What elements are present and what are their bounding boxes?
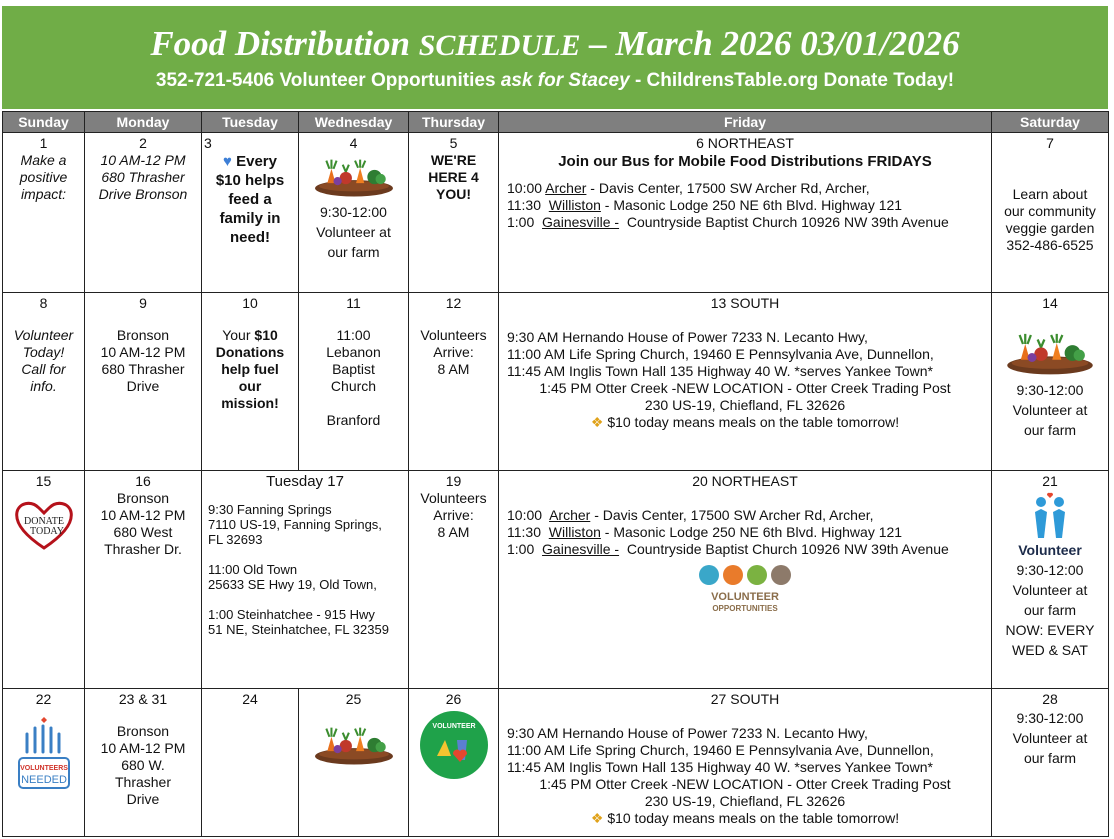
place-link[interactable]: Williston [548, 524, 601, 540]
stop-line: 11:00 Old Town [208, 562, 298, 577]
day-number: 4 [349, 135, 358, 151]
cell-text: 10 AM-12 PM [100, 740, 186, 756]
week-row-1 [3, 133, 1109, 293]
header-monday: Monday [85, 112, 202, 133]
title-schedule: SCHEDULE [418, 29, 581, 62]
day-cell-12 [409, 293, 499, 471]
day-cell-9 [85, 293, 202, 471]
day-cell-22 [3, 689, 85, 837]
cell-text: Drive Bronson [98, 186, 188, 202]
day-cell-26 [409, 689, 499, 837]
cell-text: 10 AM-12 PM [100, 152, 186, 168]
tagline: $10 today means meals on the table tomorrow! [607, 810, 900, 826]
cell-text: 680 West [113, 524, 173, 540]
stop-line: 10:00 Archer - Davis Center, 17500 SW Archer Rd, Archer, [507, 180, 870, 196]
stop-line: 9:30 AM Hernando House of Power 7233 N. Lecanto Hwy, [507, 725, 868, 741]
hands-icon: ❖ [590, 810, 604, 826]
cell-text: $10 helps [215, 172, 285, 189]
cell-text: Volunteers [420, 490, 487, 506]
stop-line: 25633 SE Hwy 19, Old Town, [208, 577, 377, 592]
volunteer-people-icon [1011, 492, 1089, 540]
day-cell-24 [202, 689, 299, 837]
cell-text: info. [30, 378, 57, 394]
logo-text: TODAY [29, 526, 64, 537]
day-cell-25 [299, 689, 409, 837]
cell-text: Volunteer at [1012, 730, 1088, 746]
day-number: 3 [204, 135, 212, 151]
cell-text: 8 AM [437, 361, 470, 377]
week-row-2 [3, 293, 1109, 471]
header-saturday: Saturday [992, 112, 1109, 133]
logo-text: OPPORTUNITIES [712, 604, 778, 613]
cell-text: Arrive: [433, 344, 474, 360]
cell-text: HERE 4 [428, 169, 479, 185]
day-cell-13 [499, 293, 992, 471]
stop-line: 1:00 Gainesville - Countryside Baptist Church 10926 NW 39th Avenue [507, 214, 949, 230]
cell-text: Learn about [1012, 186, 1088, 202]
week-row-3 [3, 471, 1109, 689]
day-number: 13 SOUTH [710, 295, 780, 311]
stop-line: 11:30 Williston - Masonic Lodge 250 NE 6th Blvd. Highway 121 [507, 197, 903, 213]
cell-text: Volunteer at [1012, 582, 1088, 598]
stop-line: 7110 US-19, Fanning Springs, [208, 517, 382, 532]
day-number: 22 [35, 691, 52, 707]
bus-announcement: Join our Bus for Mobile Food Distributions FRIDAYS [558, 153, 932, 170]
cell-text: Volunteers [420, 327, 487, 343]
cell-text: positive [19, 169, 68, 185]
day-number: 1 [39, 135, 48, 151]
header-thursday: Thursday [409, 112, 499, 133]
title-food-distribution: Food Distribution [150, 24, 410, 63]
day-number: 16 [135, 473, 151, 489]
logo-text: Volunteer [1018, 542, 1082, 558]
cell-text: Volunteer [13, 327, 74, 343]
stop-line: 51 NE, Steinhatchee, FL 32359 [208, 622, 389, 637]
day-number: 8 [39, 295, 48, 311]
cell-text: feed a [228, 191, 272, 208]
day-cell-6 [499, 133, 992, 293]
logo-text: NEEDED [20, 774, 67, 786]
stop-line: 11:45 AM Inglis Town Hall 135 Highway 40 W. *serves Yankee Town* [507, 363, 933, 379]
day-cell-10: 10 Your $10 Donations help fuel our mission! [202, 293, 299, 471]
day-number: 10 [242, 295, 258, 311]
day-cell-20 [499, 471, 992, 689]
blue-heart-icon: ♥ [223, 153, 232, 170]
day-number: 28 [1042, 691, 1058, 707]
cell-text: Baptist [332, 361, 375, 377]
header-sunday: Sunday [3, 112, 85, 133]
place-link[interactable]: Archer [549, 507, 591, 523]
cell-text: our community [1004, 203, 1096, 219]
cell-text: 680 Thrasher [101, 361, 185, 377]
day-number: Tuesday 17 [266, 473, 344, 490]
cell-text: Thrasher Dr. [104, 541, 182, 557]
stop-line: 9:30 AM Hernando House of Power 7233 N. Lecanto Hwy, [507, 329, 868, 345]
cell-text: veggie garden [1005, 220, 1095, 236]
day-cell-14 [992, 293, 1109, 471]
schedule-header [2, 6, 1108, 109]
day-cell-17 [202, 471, 409, 689]
cell-text: Call for [21, 361, 66, 377]
day-cell-27 [499, 689, 992, 837]
day-number: 15 [35, 473, 52, 489]
day-cell-8 [3, 293, 85, 471]
header-wednesday: Wednesday [299, 112, 409, 133]
day-number: 23 & 31 [118, 691, 168, 707]
cell-text: 11:00 [336, 327, 371, 343]
day-number: 14 [1042, 295, 1058, 311]
cell-text: 9:30-12:00 [1016, 382, 1084, 398]
day-cell-15 [3, 471, 85, 689]
day-cell-1 [3, 133, 85, 293]
cell-text: Thrasher [114, 774, 172, 790]
stop-line: FL 32693 [208, 532, 263, 547]
cell-text: need! [229, 229, 270, 246]
cell-text: 9:30-12:00 [1016, 710, 1084, 726]
cell-text: help fuel [221, 361, 279, 377]
stop-line: 10:00 Archer - Davis Center, 17500 SW Archer Rd, Archer, [507, 507, 874, 523]
vegetable-garden-icon [313, 724, 395, 766]
day-number: 9 [139, 295, 147, 311]
day-cell-7 [992, 133, 1109, 293]
day-number: 6 NORTHEAST [696, 135, 794, 151]
day-cell-5 [409, 133, 499, 293]
cell-text: WED & SAT [1012, 642, 1088, 658]
cell-text: Bronson [116, 723, 170, 739]
cell-text: mission! [221, 395, 279, 411]
day-cell-11 [299, 293, 409, 471]
logo-text: VOLUNTEERS [19, 765, 68, 772]
cell-text: Volunteer at [316, 224, 391, 240]
tagline: $10 today means meals on the table tomorrow! [607, 414, 900, 430]
cell-text: 680 Thrasher [101, 169, 185, 185]
day-number: 12 [445, 295, 462, 311]
stop-line: 1:00 Steinhatchee - 915 Hwy [208, 607, 375, 622]
cell-text: Church [330, 378, 377, 394]
cell-text: our [238, 378, 262, 394]
calendar-table [2, 111, 1109, 837]
day-number: 20 NORTHEAST [692, 473, 798, 489]
cell-text: Donations [215, 344, 285, 360]
subtitle-website[interactable]: - ChildrensTable.org Donate Today! [634, 70, 955, 91]
cell-text: Make a [20, 152, 67, 168]
stop-line: 230 US-19, Chiefland, FL 32626 [644, 397, 846, 413]
stop-line: 11:45 AM Inglis Town Hall 135 Highway 40 W. *serves Yankee Town* [507, 759, 933, 775]
day-cell-21 [992, 471, 1109, 689]
place-link[interactable]: Gainesville - [542, 214, 620, 230]
cell-text: Volunteer at [1012, 402, 1088, 418]
cell-text: YOU! [436, 186, 471, 202]
stop-line: 11:30 Williston - Masonic Lodge 250 NE 6th Blvd. Highway 121 [507, 524, 903, 540]
stop-line: 9:30 Fanning Springs [208, 502, 332, 517]
volunteer-circle-logo [419, 710, 489, 780]
cell-text: Bronson [116, 490, 170, 506]
logo-text: VOLUNTEER [711, 591, 779, 603]
cell-text: Lebanon [326, 344, 381, 360]
place-link[interactable]: Archer [545, 180, 587, 196]
cell-text: Today! [22, 344, 65, 360]
stop-line: 11:00 AM Life Spring Church, 19460 E Pennsylvania Ave, Dunnellon, [507, 346, 934, 362]
day-number: 19 [445, 473, 462, 489]
hands-icon: ❖ [590, 414, 604, 430]
cell-text: 10 AM-12 PM [100, 507, 186, 523]
day-number: 26 [445, 691, 462, 707]
day-cell-23 [85, 689, 202, 837]
day-number: 5 [449, 135, 458, 151]
cell-text: our farm [1023, 422, 1077, 438]
day-cell-16 [85, 471, 202, 689]
cell-text: Drive [126, 791, 160, 807]
vegetable-garden-icon [313, 156, 395, 198]
donate-today-heart-icon [13, 498, 75, 552]
page-subtitle [2, 69, 1108, 93]
cell-text: 10 AM-12 PM [100, 344, 186, 360]
place-link[interactable]: Williston [548, 197, 601, 213]
stop-line: 230 US-19, Chiefland, FL 32626 [644, 793, 846, 809]
stop-line: 1:00 Gainesville - Countryside Baptist Church 10926 NW 39th Avenue [507, 541, 949, 557]
cell-text: family in [219, 210, 281, 227]
logo-text: DONATE [23, 516, 64, 527]
cell-text: our farm [327, 244, 380, 260]
cell-text: 9:30-12:00 [1016, 562, 1084, 578]
cell-text: 9:30-12:00 [320, 204, 387, 220]
day-cell-2 [85, 133, 202, 293]
stop-line: 1:45 PM Otter Creek -NEW LOCATION - Otter Creek Trading Post [539, 776, 951, 792]
day-cell-19 [409, 471, 499, 689]
volunteer-opportunities-logo [695, 564, 795, 616]
day-number: 21 [1042, 473, 1058, 489]
title-date: – March 2026 03/01/2026 [589, 24, 960, 63]
week-row-4 [3, 689, 1109, 837]
cell-text: 352-486-6525 [1006, 237, 1094, 253]
day-cell-3 [202, 133, 299, 293]
stop-line: 1:45 PM Otter Creek -NEW LOCATION - Otter Creek Trading Post [539, 380, 951, 396]
cell-text: WE'RE [430, 152, 477, 168]
cell-text: impact: [20, 186, 67, 202]
cell-text: our farm [1023, 750, 1077, 766]
cell-text: 680 W. [121, 757, 165, 773]
page-title [2, 6, 1108, 66]
day-number: 25 [345, 691, 362, 707]
cell-text: Arrive: [433, 507, 474, 523]
weekday-header-row [3, 112, 1109, 133]
day-cell-28 [992, 689, 1109, 837]
day-number: 24 [242, 691, 258, 707]
day-number: 2 [139, 135, 147, 151]
cell-text: Bronson [116, 327, 170, 343]
place-link[interactable]: Gainesville - [542, 541, 620, 557]
cell-text: Every [236, 153, 277, 170]
cell-text: Branford [326, 412, 381, 428]
subtitle-contact: ask for Stacey [500, 70, 630, 91]
subtitle-phone: 352-721-5406 Volunteer Opportunities [155, 70, 496, 91]
cell-text: Drive [126, 378, 160, 394]
header-tuesday: Tuesday [202, 112, 299, 133]
cell-text: our farm [1023, 602, 1077, 618]
day-cell-4 [299, 133, 409, 293]
day-number: 11 [346, 295, 361, 311]
cell-text: 8 AM [437, 524, 470, 540]
vegetable-garden-icon [1005, 330, 1095, 376]
header-friday: Friday [499, 112, 992, 133]
cell-text: NOW: EVERY [1005, 622, 1095, 638]
day-number: 7 [1046, 135, 1054, 151]
day-number: 27 SOUTH [710, 691, 780, 707]
logo-text: VOLUNTEER [431, 723, 476, 730]
volunteers-needed-icon [13, 714, 75, 794]
stop-line: 11:00 AM Life Spring Church, 19460 E Pennsylvania Ave, Dunnellon, [507, 742, 934, 758]
